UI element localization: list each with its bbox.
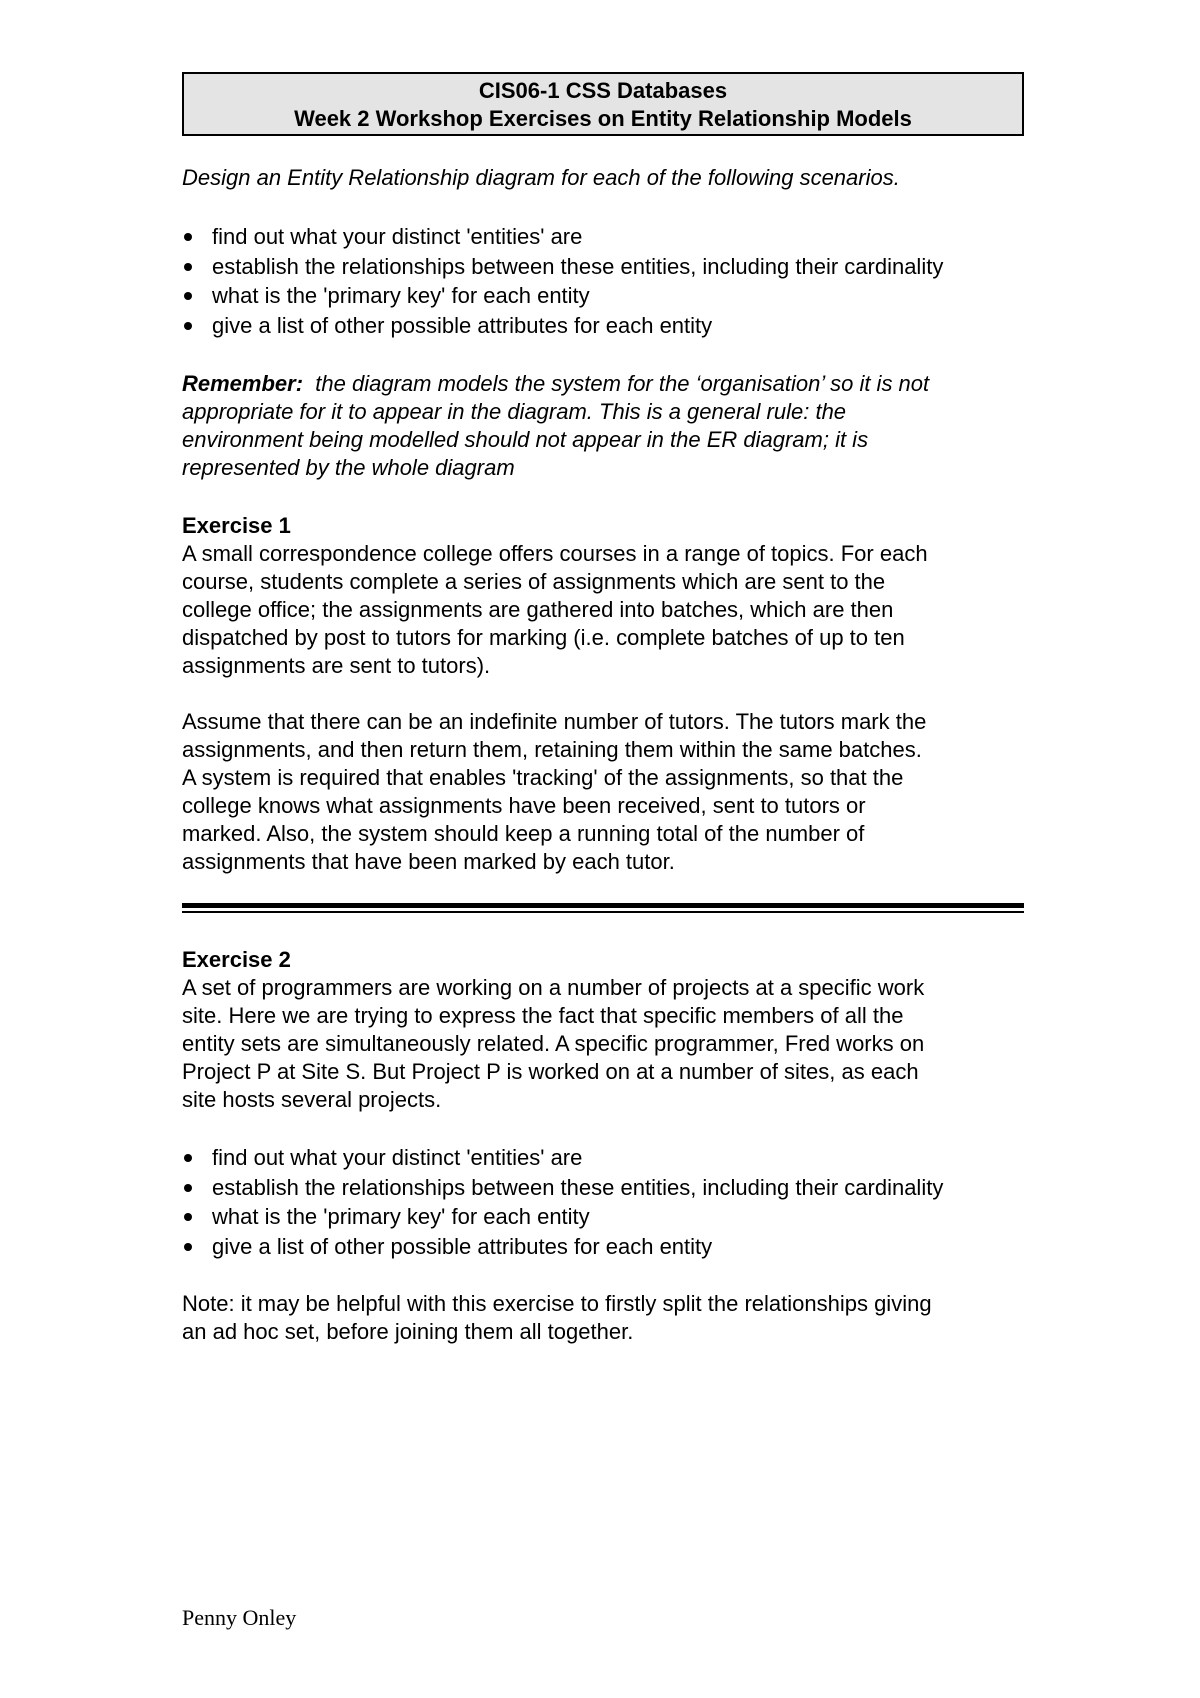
paragraph-line: site. Here we are trying to express the fact that specific members of all the xyxy=(182,1003,904,1028)
paragraph-line: A set of programmers are working on a number of projects at a specific work xyxy=(182,975,925,1000)
remember-line: environment being modelled should not appear in the ER diagram; it is xyxy=(182,427,869,452)
list-item xyxy=(182,281,1032,311)
exercise-1-heading: Exercise 1 xyxy=(182,513,291,538)
remember-line: represented by the whole diagram xyxy=(182,455,515,480)
section-divider xyxy=(182,903,1024,913)
list-item-text: establish the relationships between these entities, including their cardinality xyxy=(212,253,944,279)
intro-line: Design an Entity Relationship diagram for each of the following scenarios. xyxy=(182,165,900,190)
list-item xyxy=(182,1143,1032,1173)
exercise-2 xyxy=(182,946,1032,1114)
list-item xyxy=(182,252,1032,282)
course-title: CIS06-1 CSS Databases xyxy=(478,78,728,103)
paragraph-line: Project P at Site S. But Project P is worked on at a number of sites, as each xyxy=(182,1059,919,1084)
remember-label: Remember: xyxy=(182,371,304,396)
bullet-icon xyxy=(184,292,192,300)
list-item-text: establish the relationships between these entities, including their cardinality xyxy=(212,1174,944,1200)
note-line: an ad hoc set, before joining them all together. xyxy=(182,1319,634,1344)
worksheet-title: Week 2 Workshop Exercises on Entity Relationship Models xyxy=(294,106,912,131)
intro-text xyxy=(182,164,1032,192)
paragraph-line: A small correspondence college offers courses in a range of topics. For each xyxy=(182,541,928,566)
exercise-1-paragraph-2 xyxy=(182,708,1032,876)
paragraph-line: entity sets are simultaneously related. A specific programmer, Fred works on xyxy=(182,1031,925,1056)
list-item-text: give a list of other possible attributes for each entity xyxy=(212,1233,713,1259)
list-item-text: give a list of other possible attributes for each entity xyxy=(212,312,713,338)
paragraph-line: site hosts several projects. xyxy=(182,1087,442,1112)
bullet-icon xyxy=(184,1243,192,1251)
paragraph-line: A system is required that enables 'tracking' of the assignments, so that the xyxy=(182,765,904,790)
remember-line: the diagram models the system for the ‘organisation’ so it is not xyxy=(315,371,930,396)
paragraph-line: assignments are sent to tutors). xyxy=(182,653,491,678)
bullet-icon xyxy=(184,322,192,330)
list-item-text: what is the 'primary key' for each entity xyxy=(212,283,590,308)
exercise-1 xyxy=(182,512,1032,680)
list-item xyxy=(182,222,1032,252)
list-item-text: find out what your distinct 'entities' are xyxy=(212,1145,583,1170)
list-item xyxy=(182,1202,1032,1232)
exercise-2-note xyxy=(182,1290,1032,1346)
paragraph-line: college office; the assignments are gathered into batches, which are then xyxy=(182,597,894,622)
task-list-2 xyxy=(182,1143,1032,1261)
paragraph-line: assignments, and then return them, retaining them within the same batches. xyxy=(182,737,922,762)
list-item xyxy=(182,1173,1032,1203)
paragraph-line: marked. Also, the system should keep a running total of the number of xyxy=(182,821,865,846)
bullet-icon xyxy=(184,1184,192,1192)
list-item-text: find out what your distinct 'entities' are xyxy=(212,224,583,249)
bullet-icon xyxy=(184,263,192,271)
title-box xyxy=(182,72,1024,136)
task-list-1 xyxy=(182,222,1032,340)
note-line: Note: it may be helpful with this exercise to firstly split the relationships giving xyxy=(182,1291,932,1316)
paragraph-line: course, students complete a series of assignments which are sent to the xyxy=(182,569,886,594)
bullet-icon xyxy=(184,233,192,241)
list-item xyxy=(182,1232,1032,1262)
list-item-text: what is the 'primary key' for each entity xyxy=(212,1204,590,1229)
paragraph-line: Assume that there can be an indefinite number of tutors. The tutors mark the xyxy=(182,709,927,734)
paragraph-line: college knows what assignments have been received, sent to tutors or xyxy=(182,793,866,818)
remember-line: appropriate for it to appear in the diagram. This is a general rule: the xyxy=(182,399,847,424)
exercise-2-heading: Exercise 2 xyxy=(182,947,291,972)
remember-note xyxy=(182,370,1032,482)
bullet-icon xyxy=(184,1154,192,1162)
paragraph-line: dispatched by post to tutors for marking (i.e. complete batches of up to ten xyxy=(182,625,905,650)
paragraph-line: assignments that have been marked by each tutor. xyxy=(182,849,675,874)
author-footer: Penny Onley xyxy=(182,1605,297,1630)
bullet-icon xyxy=(184,1213,192,1221)
list-item xyxy=(182,311,1032,341)
